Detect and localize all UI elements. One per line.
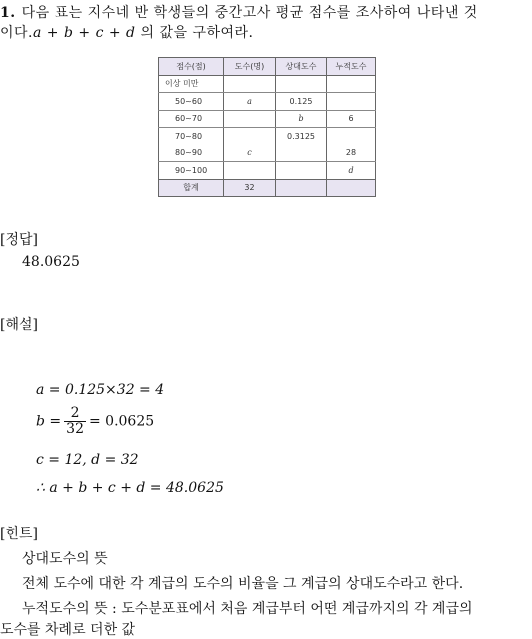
table-cell [327,128,376,145]
solution-line-b [36,406,154,437]
table-cell: 0.3125 [276,128,327,145]
answer-value: 48.0625 [22,254,80,270]
solution-b-rhs: = 0.0625 [88,413,155,430]
table-cell [276,162,327,180]
table-cell [224,110,276,128]
table-cell [276,75,327,93]
hint-relative-definition: 전체 도수에 대한 각 계급의 도수의 비율을 그 계급의 상대도수라고 한다. [22,576,464,592]
hint-cumulative-definition: 누적도수의 뜻 : 도수분포표에서 처음 계급부터 어떤 계급까지의 각 계급의 [22,601,473,617]
table-row [159,128,376,145]
hint-label: [힌트] [0,526,38,542]
question-math-expression: a + b + c + d [33,25,136,41]
question-text-line2 [0,22,253,42]
table-cell: a [224,93,276,111]
solution-line-sum [36,480,224,496]
question-text-line1 [0,2,478,22]
solution-line-cd [36,452,139,468]
fraction-denominator: 32 [66,421,84,437]
header-relative-frequency: 상대도수 [276,58,327,76]
table-cell: 70~80 [159,128,224,145]
table-row [159,162,376,180]
question-line2-suffix: 의 값을 구하여라. [135,25,254,41]
table-cell: 60~70 [159,110,224,128]
table-header-row [159,58,376,76]
solution-cd-text: c = 12, d = 32 [36,452,139,468]
hint-title-relative: 상대도수의 뜻 [22,551,108,567]
frequency-table [158,57,376,197]
explanation-label: [해설] [0,317,38,333]
table-cell: b [276,110,327,128]
answer-label: [정답] [0,232,38,248]
table-cell: 이상 미만 [159,75,224,93]
table-cell: 0.125 [276,93,327,111]
table-row [159,145,376,162]
header-cumulative-frequency: 누적도수 [327,58,376,76]
table-cell: 6 [327,110,376,128]
solution-sum-text: ∴ a + b + c + d = 48.0625 [36,480,224,496]
table-row [159,110,376,128]
table-row [159,93,376,111]
table-cell: c [224,145,276,162]
fraction-numerator: 2 [64,406,86,422]
table-total-row [159,179,376,197]
table-row [159,75,376,93]
table-cell [224,162,276,180]
question-line2-prefix: 이다. [0,25,33,41]
table-cell [276,179,327,197]
table-cell [224,75,276,93]
table-cell [276,145,327,162]
table-cell: 90~100 [159,162,224,180]
table-cell: 32 [224,179,276,197]
solution-line-a [36,382,164,398]
table-cell [327,75,376,93]
table-cell: d [327,162,376,180]
table-cell: 50~60 [159,93,224,111]
solution-b-lhs: b = [36,413,62,430]
table-cell: 80~90 [159,145,224,162]
table-cell [327,93,376,111]
header-frequency: 도수(명) [224,58,276,76]
question-line1: 다음 표는 지수네 반 학생들의 중간고사 평균 점수를 조사하여 나타낸 것 [21,5,478,21]
fraction [64,406,86,437]
table-cell: 28 [327,145,376,162]
question-number: 1. [0,5,16,21]
header-score: 점수(점) [159,58,224,76]
table-cell [224,128,276,145]
table-cell: 합계 [159,179,224,197]
hint-cumulative-definition-cont: 도수를 차례로 더한 값 [0,622,136,638]
solution-a-text: a = 0.125×32 = 4 [36,382,165,398]
table-cell [327,179,376,197]
